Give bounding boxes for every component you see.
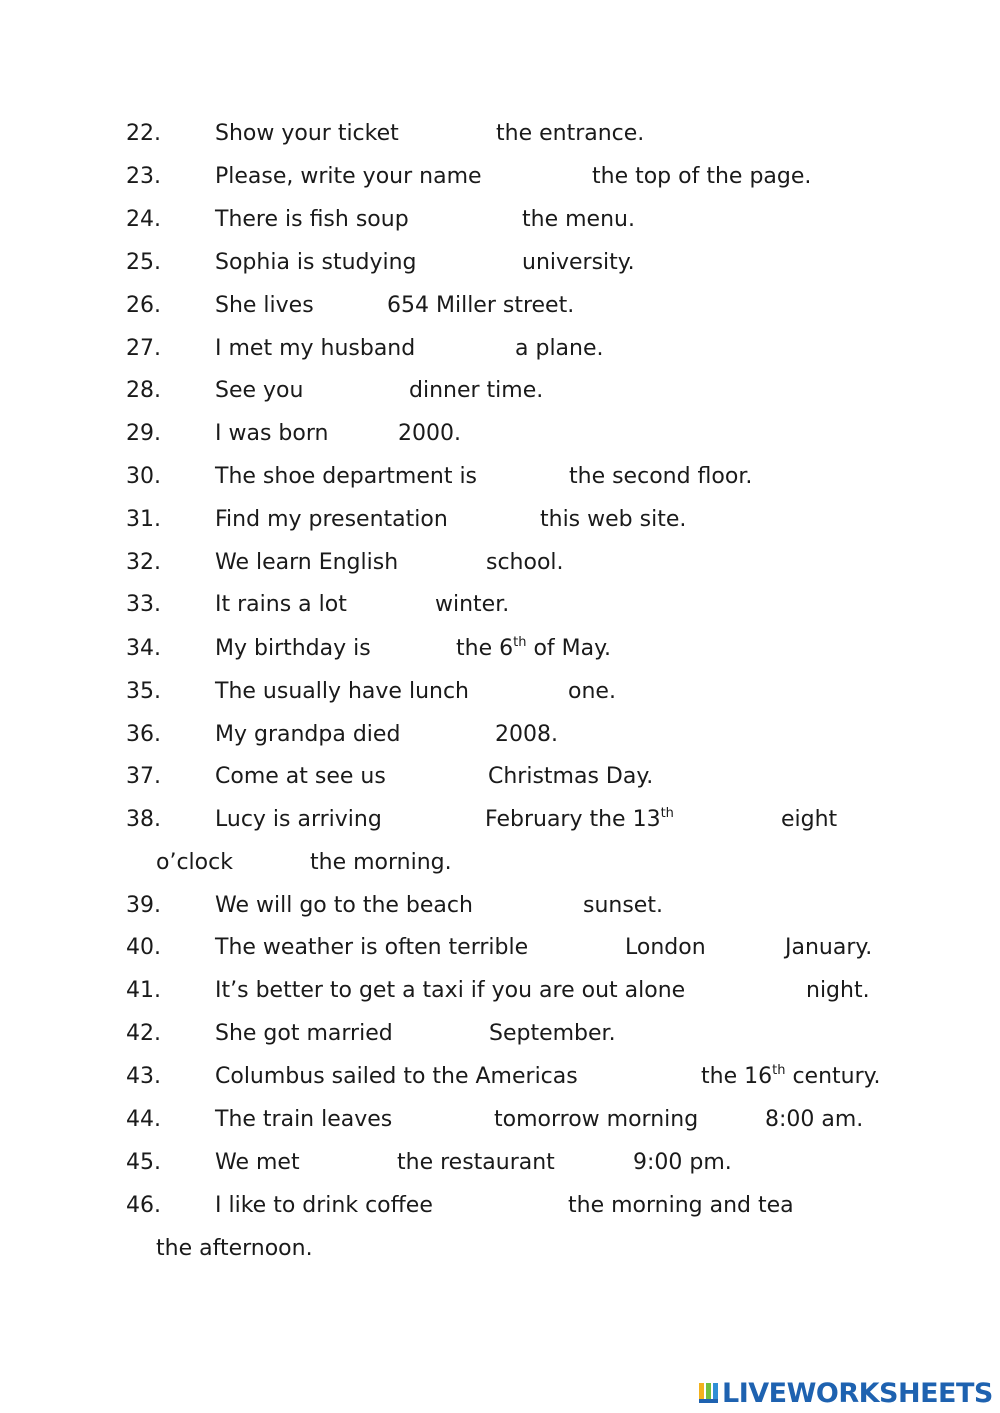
- item-number: 38.: [126, 807, 161, 832]
- sentence-part: We learn English: [215, 550, 399, 575]
- sentence-part: the morning and tea: [568, 1193, 794, 1218]
- sentence-part: 9:00 pm.: [633, 1150, 732, 1175]
- sentence-part: I was born: [215, 421, 329, 446]
- logo-text: LIVEWORKSHEETS: [722, 1377, 993, 1409]
- sentence-part: It’s better to get a taxi if you are out alone: [215, 978, 686, 1003]
- sentence-part: tomorrow morning: [494, 1107, 699, 1132]
- sentence-part: Show your ticket: [215, 121, 399, 146]
- sentence-part: 8:00 am.: [765, 1107, 864, 1132]
- liveworksheets-logo-icon: [698, 1380, 720, 1406]
- sentence-part: 2000.: [398, 421, 461, 446]
- sentence-part: the second floor.: [569, 464, 753, 489]
- sentence-part: The train leaves: [215, 1107, 393, 1132]
- date-text: of May.: [533, 636, 611, 661]
- item-number: 24.: [126, 207, 161, 232]
- item-number: 33.: [126, 592, 161, 617]
- sentence-part: My birthday is: [215, 636, 371, 661]
- item-number: 39.: [126, 893, 161, 918]
- item-number: 40.: [126, 935, 161, 960]
- sentence-part: night.: [806, 978, 870, 1003]
- sentence-part: o’clock: [156, 850, 233, 875]
- sentence-part: See you: [215, 378, 304, 403]
- item-number: 37.: [126, 764, 161, 789]
- sentence-part: one.: [568, 679, 616, 704]
- sentence-part: the morning.: [310, 850, 452, 875]
- sentence-part: London: [625, 935, 706, 960]
- sentence-part: September.: [489, 1021, 616, 1046]
- date-text: the 16: [701, 1064, 773, 1089]
- item-number: 30.: [126, 464, 161, 489]
- sentence-part: Please, write your name: [215, 164, 482, 189]
- item-number: 45.: [126, 1150, 161, 1175]
- item-number: 31.: [126, 507, 161, 532]
- item-number: 46.: [126, 1193, 161, 1218]
- item-number: 41.: [126, 978, 161, 1003]
- date-text: century.: [792, 1064, 881, 1089]
- sentence-part: It rains a lot: [215, 592, 347, 617]
- date-text: the 6: [456, 636, 514, 661]
- sentence-part: 2008.: [495, 722, 558, 747]
- sentence-part: this web site.: [540, 507, 687, 532]
- item-number: 36.: [126, 722, 161, 747]
- sentence-part: Christmas Day.: [488, 764, 654, 789]
- sentence-part: a plane.: [515, 336, 604, 361]
- item-number: 44.: [126, 1107, 161, 1132]
- sentence-part: I like to drink coffee: [215, 1193, 433, 1218]
- sentence-part: She lives: [215, 293, 314, 318]
- sentence-part: There is fish soup: [215, 207, 409, 232]
- sentence-part: I met my husband: [215, 336, 416, 361]
- sentence-part: We met: [215, 1150, 300, 1175]
- item-number: 32.: [126, 550, 161, 575]
- sentence-part: [701, 1062, 881, 1092]
- sentence-part: eight: [781, 807, 838, 832]
- item-number: 26.: [126, 293, 161, 318]
- sentence-part: [456, 634, 611, 664]
- sentence-part: Find my presentation: [215, 507, 448, 532]
- sentence-part: The usually have lunch: [215, 679, 469, 704]
- sentence-part: She got married: [215, 1021, 393, 1046]
- item-number: 42.: [126, 1021, 161, 1046]
- item-number: 22.: [126, 121, 161, 146]
- date-text: February the 13: [485, 807, 661, 832]
- item-number: 27.: [126, 336, 161, 361]
- item-number: 43.: [126, 1064, 161, 1089]
- sentence-part: dinner time.: [409, 378, 544, 403]
- sentence-part: The shoe department is: [215, 464, 478, 489]
- sentence-part: The weather is often terrible: [215, 935, 529, 960]
- item-number: 35.: [126, 679, 161, 704]
- ordinal-suffix: th: [772, 1062, 786, 1078]
- sentence-part: the afternoon.: [156, 1236, 313, 1261]
- sentence-part: Columbus sailed to the Americas: [215, 1064, 578, 1089]
- item-number: 28.: [126, 378, 161, 403]
- sentence-part: Sophia is studying: [215, 250, 417, 275]
- item-number: 29.: [126, 421, 161, 446]
- liveworksheets-logo[interactable]: [698, 1378, 993, 1408]
- sentence-part: 654 Miller street.: [387, 293, 575, 318]
- sentence-part: university.: [522, 250, 635, 275]
- sentence-part: sunset.: [583, 893, 663, 918]
- sentence-part: Come at see us: [215, 764, 386, 789]
- ordinal-suffix: th: [660, 805, 674, 821]
- sentence-part: school.: [486, 550, 564, 575]
- item-number: 23.: [126, 164, 161, 189]
- sentence-part: My grandpa died: [215, 722, 401, 747]
- sentence-part: [485, 805, 674, 835]
- item-number: 34.: [126, 636, 161, 661]
- sentence-part: We will go to the beach: [215, 893, 473, 918]
- sentence-part: January.: [785, 935, 873, 960]
- sentence-part: Lucy is arriving: [215, 807, 382, 832]
- sentence-part: the menu.: [522, 207, 635, 232]
- sentence-part: the entrance.: [496, 121, 645, 146]
- sentence-part: the restaurant: [397, 1150, 555, 1175]
- sentence-part: the top of the page.: [592, 164, 812, 189]
- ordinal-suffix: th: [513, 634, 527, 650]
- item-number: 25.: [126, 250, 161, 275]
- sentence-part: winter.: [435, 592, 510, 617]
